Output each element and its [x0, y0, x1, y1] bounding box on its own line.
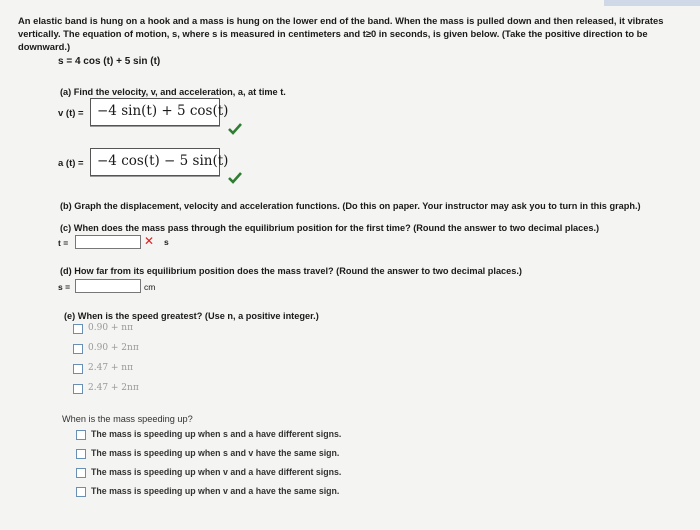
time-label: t =: [58, 238, 69, 248]
speed-option-checkbox[interactable]: [73, 344, 83, 354]
distance-input[interactable]: [75, 279, 141, 293]
speeding-option-label: The mass is speeding up when s and v have the same sign.: [91, 448, 340, 458]
part-d-question: (d) How far from its equilibrium position does the mass travel? (Round the answer to two decimal places.): [60, 266, 522, 276]
speeding-up-question: When is the mass speeding up?: [62, 414, 193, 424]
speeding-option-label: The mass is speeding up when v and a have the same sign.: [91, 486, 340, 496]
speed-option-checkbox[interactable]: [73, 384, 83, 394]
speed-option-label: 0.90 + nπ: [88, 323, 134, 333]
speeding-option-checkbox[interactable]: [76, 468, 86, 478]
acceleration-answer-field[interactable]: −4 cos(t) − 5 sin(t): [90, 148, 220, 176]
acceleration-label: a (t) =: [58, 158, 84, 169]
part-c-question: (c) When does the mass pass through the equilibrium position for the first time? (Round the answer to two decimal places.): [60, 223, 600, 233]
problem-intro: An elastic band is hung on a hook and a mass is hung on the lower end of the band. When the mass is pulled down and then released, it vibrates vertically. The equation of motion, s, where s is measured in centimeters and t≥0 in seconds, is given below. (Take the positive direction to be downward.): [18, 15, 664, 52]
part-a-question: (a) Find the velocity, v, and acceleration, a, at time t.: [60, 87, 286, 97]
speed-option-label: 2.47 + 2nπ: [88, 383, 139, 393]
speed-option-label: 2.47 + nπ: [88, 363, 134, 373]
velocity-answer-field[interactable]: −4 sin(t) + 5 cos(t): [90, 98, 220, 126]
speeding-option-label: The mass is speeding up when s and a have different signs.: [91, 429, 342, 439]
speeding-option-label: The mass is speeding up when v and a have different signs.: [91, 467, 342, 477]
checkmark-icon: [228, 123, 242, 135]
speed-option-checkbox[interactable]: [73, 324, 83, 334]
speed-option-checkbox[interactable]: [73, 364, 83, 374]
part-b-question: (b) Graph the displacement, velocity and acceleration functions. (Do this on paper. Your instructor may ask you to turn in this graph.): [60, 201, 641, 211]
speeding-option-checkbox[interactable]: [76, 487, 86, 497]
speed-option-label: 0.90 + 2nπ: [88, 343, 139, 353]
velocity-label: v (t) =: [58, 108, 84, 119]
checkmark-icon: [228, 172, 242, 184]
distance-label: s =: [58, 282, 71, 292]
equilibrium-time-input[interactable]: [75, 235, 141, 249]
speeding-option-checkbox[interactable]: [76, 430, 86, 440]
incorrect-x-icon: ✕: [144, 234, 155, 248]
speeding-option-checkbox[interactable]: [76, 449, 86, 459]
equation-of-motion: s = 4 cos (t) + 5 sin (t): [58, 56, 161, 67]
part-e-question: (e) When is the speed greatest? (Use n, a positive integer.): [64, 311, 319, 321]
top-toolbar-strip: [604, 0, 700, 6]
distance-unit: cm: [144, 282, 156, 292]
time-unit: s: [164, 237, 169, 247]
